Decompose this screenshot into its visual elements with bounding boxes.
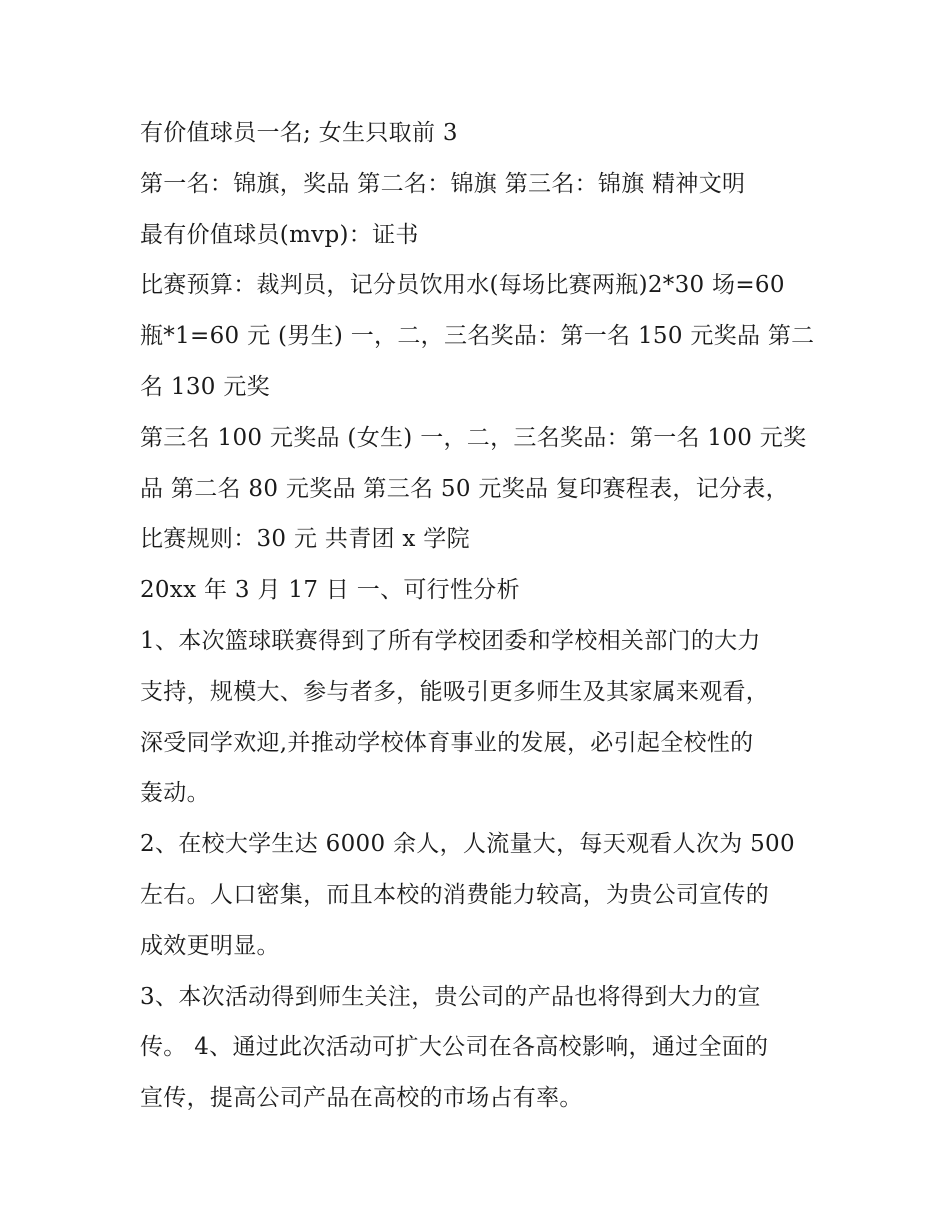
text-line-mvp: 最有价值球员(mvp)：证书	[140, 221, 419, 248]
text-line-date-heading: 20xx 年 3 月 17 日 一、可行性分析	[140, 577, 520, 604]
text-line-budget-cont-2: 名 130 元奖	[140, 373, 270, 400]
text-line-point-4-cont: 宣传，提高公司产品在高校的市场占有率。	[140, 1085, 583, 1112]
text-line-point-2: 2、在校大学生达 6000 余人，人流量大，每天观看人次为 500	[140, 831, 795, 858]
text-line-rules-cost: 比赛规则：30 元 共青团 x 学院	[140, 526, 470, 553]
text-line-point-3-4: 传。 4、通过此次活动可扩大公司在各高校影响，通过全面的	[140, 1034, 769, 1061]
text-line-point-1-cont-1: 支持，规模大、参与者多，能吸引更多师生及其家属来观看，	[140, 678, 770, 705]
text-line-point-2-cont-1: 左右。人口密集，而且本校的消费能力较高，为贵公司宣传的	[140, 881, 770, 908]
text-line-prize-note: 有价值球员一名; 女生只取前 3	[140, 120, 458, 146]
text-line-point-1-cont-3: 轰动。	[140, 780, 210, 807]
text-line-womens-prizes: 第三名 100 元奖品 (女生) 一，二，三名奖品：第一名 100 元奖	[140, 424, 807, 451]
text-line-budget-cont-1: 瓶*1=60 元 (男生) 一，二，三名奖品：第一名 150 元奖品 第二	[140, 323, 815, 350]
text-line-point-1-cont-2: 深受同学欢迎,并推动学校体育事业的发展，必引起全校性的	[140, 729, 754, 756]
text-line-womens-prizes-cont: 品 第二名 80 元奖品 第三名 50 元奖品 复印赛程表，记分表，	[140, 475, 789, 502]
text-line-point-2-cont-2: 成效更明显。	[140, 932, 280, 959]
text-line-budget: 比赛预算：裁判员，记分员饮用水(每场比赛两瓶)2*30 场=60	[140, 272, 785, 299]
text-line-point-3: 3、本次活动得到师生关注，贵公司的产品也将得到大力的宣	[140, 983, 761, 1010]
text-line-awards: 第一名：锦旗，奖品 第二名：锦旗 第三名：锦旗 精神文明	[140, 170, 746, 197]
document-body	[140, 108, 820, 1124]
text-line-point-1: 1、本次篮球联赛得到了所有学校团委和学校相关部门的大力	[140, 627, 761, 654]
